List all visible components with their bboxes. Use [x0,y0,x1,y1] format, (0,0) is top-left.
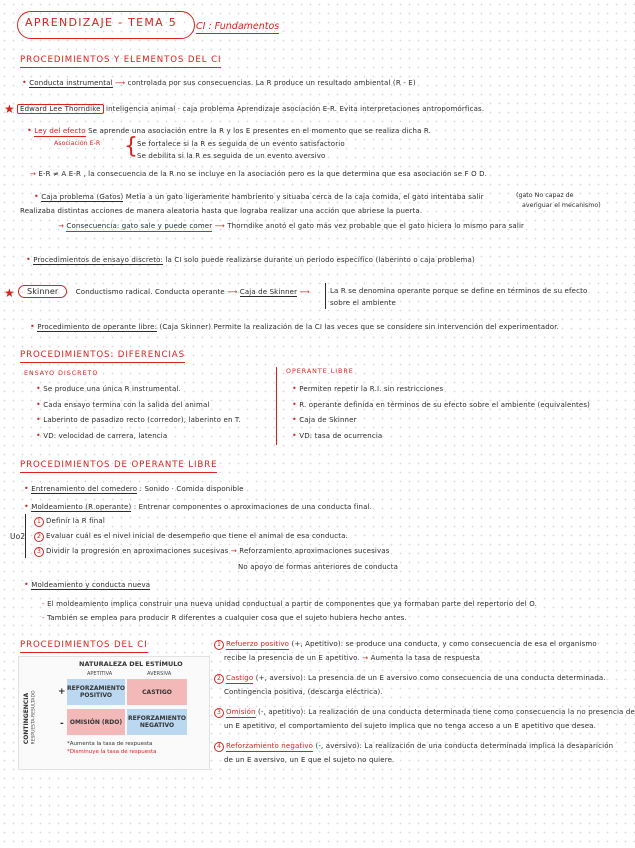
figure-title: NATURALEZA DEL ESTÍMULO [79,660,183,668]
arrow-right-icon: ⟶ [227,288,238,296]
ley-efecto-text: Se aprende una asociación entre la R y los E presentes en el momento que se realiza dicha R. [88,127,432,135]
conducta-text: controlada por sus consecuencias. La R produce un resultado ambiental (R - E) [127,79,416,87]
step-bracket [25,514,26,558]
caja-problema-label: Caja problema (Gatos) [41,193,124,201]
section-heading-procedimientos-ci: PROCEDIMIENTOS DEL CI [20,640,148,653]
debilita-text: Se debilita si la R es seguida de un evento aversivo [137,152,326,160]
asociacion-er-label: Asociación E-R [54,140,101,147]
conducta-label: Conducta instrumental [29,79,113,87]
caja-note: (gato No capaz de [516,192,574,199]
thorndike-name: Edward Lee Thorndike [17,104,104,114]
entrenamiento-text: Sonido · Comida disponible [144,485,244,493]
moldeamiento-nueva-label: Moldeamiento y conducta nueva [31,581,151,589]
er-row [30,170,487,179]
bullet-icon: • [26,255,31,264]
list-item: • R. operante definida en términos de su efecto sobre el ambiente (equivalentes) [292,399,591,409]
figure-col-apetitiva: APETITIVA [87,671,113,677]
arrow-right-icon: → [58,222,65,230]
figure-row-axis: CONTINGENCIA [23,692,31,745]
page-title: APRENDIZAJE - TEMA 5 [25,16,178,29]
caja-skinner-label: Caja de Skinner [239,288,298,296]
page-subtitle: CI : Fundamentos [196,21,280,32]
quad-refuerzo-negativo: REFORZAMIENTO NEGATIVO [127,709,187,735]
ci-procedures-figure [18,656,210,770]
star-icon: ★ [4,286,15,300]
star-icon: ★ [4,102,15,116]
caja-note-2: averiguar el mecanismo) [522,202,601,209]
operante-libre-label: Procedimiento de operante libre: [37,323,158,331]
moldeamiento-label: Moldeamiento (R operante) [31,503,132,511]
quad-refuerzo-positivo: REFORZAMIENTO POSITIVO [67,679,125,705]
ley-efecto-row [27,126,431,136]
thorndike-notes: Thorndike anotó el gato más vez probable que el gato hiciera lo mismo para salir [227,222,525,230]
bullet-icon: • [22,78,27,87]
moldeamiento-nueva-row: • Moldeamiento y conducta nueva [24,580,151,589]
arrow-right-icon: → [230,547,237,555]
section-heading-procedimientos-elementos: PROCEDIMIENTOS Y ELEMENTOS DEL CI [20,55,221,68]
conducta-instrumental-row [22,78,416,88]
arrow-right-icon: ⟶ [214,222,225,230]
ensayo-label: Procedimientos de ensayo discreto: [33,256,164,264]
ensayo-text: la CI solo puede realizarse durante un periodo específico (laberinto o caja problema) [165,256,475,264]
list-item: • Laberinto de pasadizo recto (corredor), laberinto en T. [36,415,241,424]
operante-libre-row [30,322,559,332]
quad-castigo: CASTIGO [127,679,187,705]
reforzamiento-text: Reforzamiento aproximaciones sucesivas [239,547,390,555]
caja-problema-text1: Metía a un gato ligeramente hambriento y situaba cerca de la caja comida, el gato intentaba salir [125,193,484,201]
operante-libre-text: (Caja Skinner) Permite la realización de la CI las veces que se considere sin intervención del experimentador. [159,323,559,331]
quad-omision: OMISIÓN (RDO) [67,709,125,735]
list-item: • VD: tasa de ocurrencia [292,430,383,440]
entrenamiento-label: Entrenamiento del comedero [31,485,138,493]
ensayo-discreto-title: ENSAYO DISCRETO [24,370,99,377]
skinner-name: Skinner [18,285,67,298]
bullet-icon: • [34,192,39,201]
entrenamiento-row: • Entrenamiento del comedero : Sonido · Comida disponible [24,484,244,493]
skinner-box-text-1: La R se denomina operante porque se define en términos de su efecto [330,287,588,295]
figure-plus: + [58,687,66,697]
bullet-icon: • [30,322,35,331]
ci-item-1: 1 Refuerzo positivo (+, Apetitivo): se produce una conducta, y como consecuencia de esa el organismo recibe la presencia de un E apetitivo. → Aumenta la tasa de respuesta [214,640,594,674]
step-1: 1 Definir la R final [34,517,105,527]
diff-left-list [36,384,241,446]
figure-minus: - [60,719,64,729]
diff-right-list [292,384,590,446]
skinner-text: Conductismo radical. Conducta operante [75,288,225,296]
list-item: • Caja de Skinner [292,415,357,424]
ci-item-2: 2 Castigo (+, aversivo): La presencia de un E aversivo como consecuencia de una conducta determinada. Contingencia positiva, (descarga eléctrica). [214,674,594,708]
figure-col-aversiva: AVERSIVA [147,671,172,677]
figure-foot-2: *Disminuye la tasa de respuesta [67,749,157,755]
operante-libre-title: OPERANTE LIBRE [286,368,354,375]
list-item: • Permiten repetir la R.I. sin restricciones [292,384,444,393]
skinner-box-text-2: sobre el ambiente [330,299,396,307]
list-item: • Se produce una única R instrumental. [36,384,181,393]
arrow-right-icon: ⟶ [299,288,310,296]
moldeamiento-line-1: - El moldeamiento implica construir una nueva unidad conductual a partir de componentes que ya formaban parte del repertorio del O. [42,600,537,608]
step-tag: Uo2 [10,532,26,541]
moldeamiento-text: Entrenar componentes o aproximaciones de una conducta final. [138,503,372,511]
list-item: • Cada ensayo termina con la salida del animal [36,399,210,409]
figure-row-axis-2: RESPUESTA-RESULTADO [31,690,37,745]
no-apoyo-text: No apoyo de formas anteriores de conducta [238,563,399,571]
consecuencia-row [58,222,524,231]
ci-item-3: 3 Omisión (-, apetitivo): La realización de una conducta determinada tiene como consecuencia la no presencia de un E apetitivo, el comportamiento del sujeto implica que no tenga acceso a un E apetitivo que desea. [214,708,594,742]
caja-problema-text2: Realizaba distintas acciones de manera aleatoria hasta que lograba realizar una acción que abriese la puerta. [20,207,423,215]
moldeamiento-line-2: - También se emplea para producir R diferentes a cualquier cosa que el sujeto hubiera hecho antes. [42,614,407,622]
bullet-icon: • [27,126,32,135]
ci-item-4: 4 Reforzamiento negativo (-, aversivo): La realización de una conducta determinada implica la desaparición de un E aversivo, un E que el sujeto no quiere. [214,742,594,776]
section-heading-diferencias: PROCEDIMIENTOS: DIFERENCIAS [20,350,185,363]
thorndike-row [17,105,484,114]
thorndike-text: inteligencia animal · caja problema Aprendizaje asociación E-R. Evita interpretaciones antropomórficas. [106,105,485,113]
column-divider [276,367,277,445]
arrow-right-icon: → [30,170,37,178]
figure-foot-1: *Aumenta la tasa de respuesta [67,741,153,747]
ensayo-discreto-row [26,255,475,265]
consecuencia-text: Consecuencia: gato sale y puede comer [66,222,213,230]
step-3: 3 Dividir la progresión en aproximaciones sucesivas → Reforzamiento aproximaciones sucesivas [34,547,390,557]
section-heading-operante-libre: PROCEDIMIENTOS DE OPERANTE LIBRE [20,460,217,473]
fortalece-text: Se fortalece si la R es seguida de un evento satisfactorio [137,140,345,148]
moldeamiento-row: • Moldeamiento (R operante) : Entrenar componentes o aproximaciones de una conducta final. [24,502,372,511]
arrow-right-icon: ⟶ [115,79,126,87]
step-2: 2 Evaluar cuál es el nivel inicial de desempeño que tiene el animal de esa conducta. [34,532,348,542]
skinner-row [18,287,310,297]
brace-icon: { [124,134,138,159]
caja-problema-row [34,192,484,202]
ley-efecto-label: Ley del efecto [34,127,86,135]
ci-items [214,640,635,776]
list-item: • VD: velocidad de carrera, latencia [36,430,168,440]
er-text: E-R ≠ A E-R , la consecuencia de la R no se incluye en la asociación pero es la que determina que esa asociación se F O D. [38,170,488,178]
divider [325,283,326,309]
